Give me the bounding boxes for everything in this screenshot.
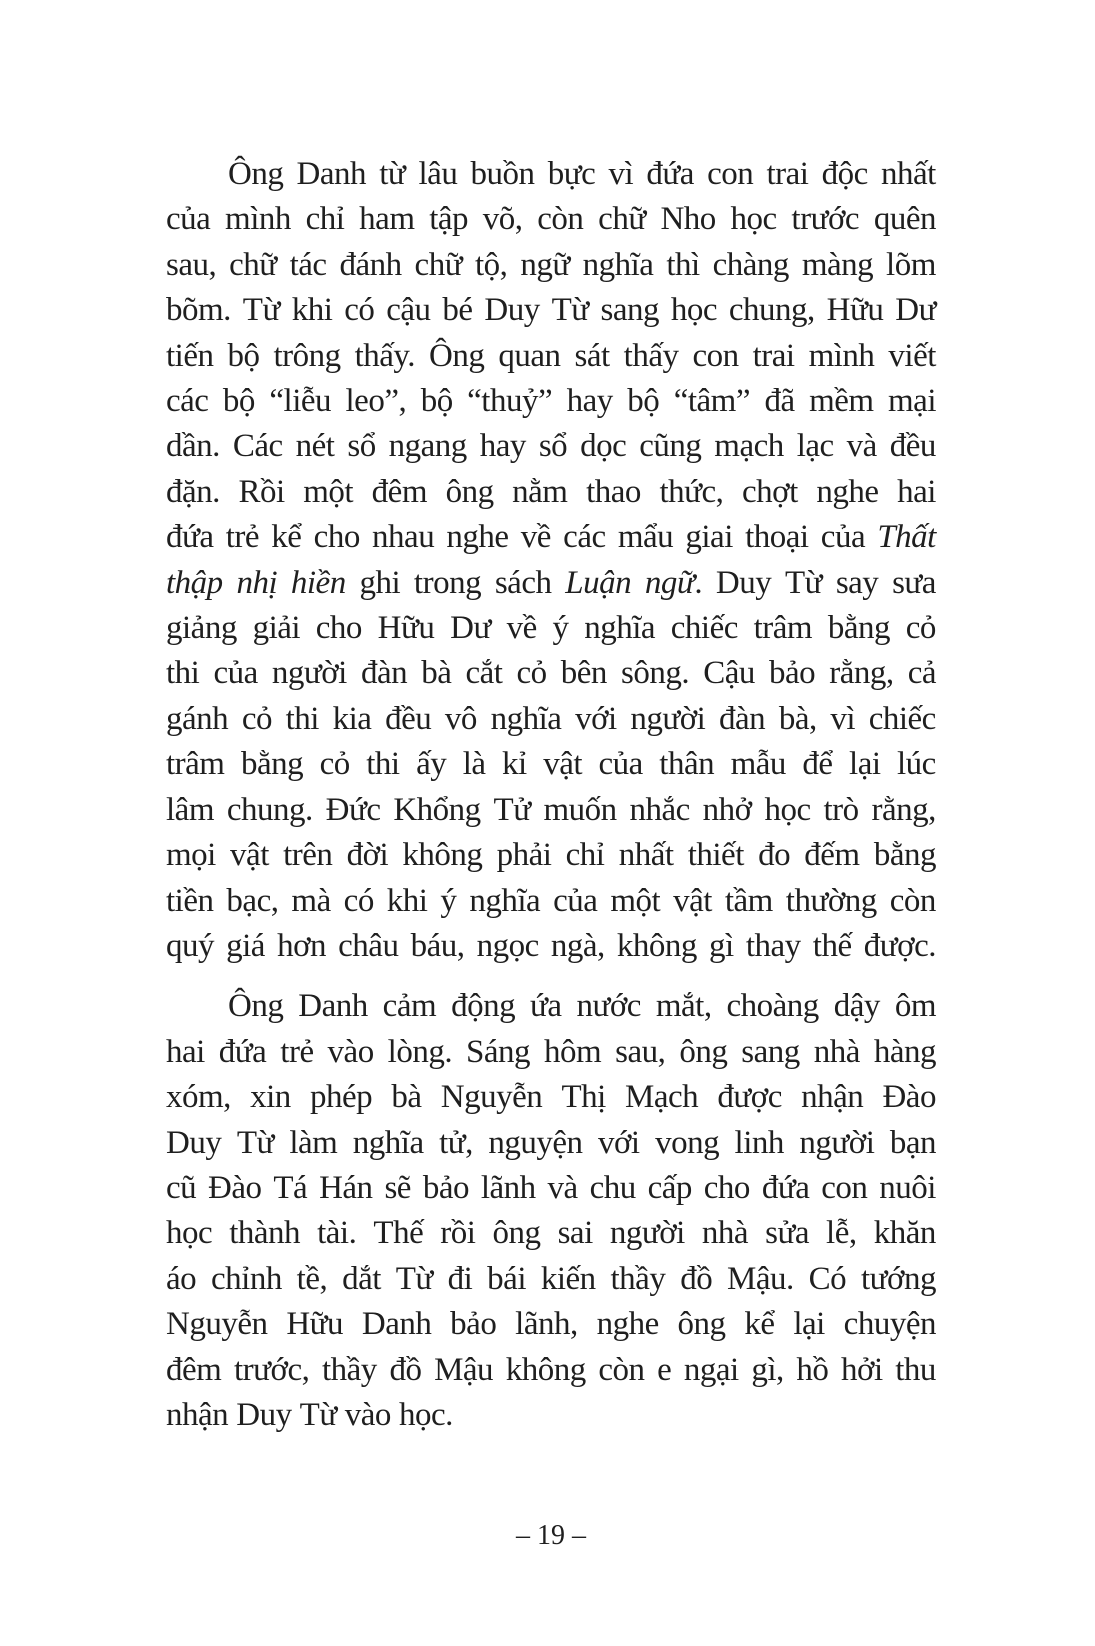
page-number: – 19 – (516, 1520, 586, 1551)
text-line: thập nhị hiền ghi trong sách Luận ngữ. Duy Từ say sưa (166, 564, 936, 601)
text-line: của mình chỉ ham tập võ, còn chữ Nho học trước quên (166, 201, 936, 238)
text-line: nhận Duy Từ vào học. (166, 1396, 453, 1433)
text-line: trâm bằng cỏ thi ấy là kỉ vật của thân mẫu để lại lúc (166, 746, 936, 783)
text-line: dần. Các nét sổ ngang hay sổ dọc cũng mạch lạc và đều (166, 428, 936, 465)
text-line: giảng giải cho Hữu Dư về ý nghĩa chiếc trâm bằng cỏ (166, 610, 936, 647)
paragraph-1 (166, 152, 936, 969)
text-line: cũ Đào Tá Hán sẽ bảo lãnh và chu cấp cho đứa con nuôi (166, 1169, 936, 1206)
text-line: học thành tài. Thế rồi ông sai người nhà sửa lễ, khăn (166, 1215, 936, 1252)
text-line: các bộ “liễu leo”, bộ “thuỷ” hay bộ “tâm” đã mềm mại (166, 383, 936, 420)
text-line: đặn. Rồi một đêm ông nằm thao thức, chợt nghe hai (166, 473, 936, 510)
text-line: mọi vật trên đời không phải chỉ nhất thiết đo đếm bằng (166, 837, 936, 874)
body-text (166, 152, 936, 1438)
text-line: quý giá hơn châu báu, ngọc ngà, không gì thay thế được. (166, 927, 936, 964)
text-line: sau, chữ tác đánh chữ tộ, ngữ nghĩa thì chàng màng lõm (166, 246, 936, 283)
text-line: lâm chung. Đức Khổng Tử muốn nhắc nhở học trò rằng, (166, 791, 936, 828)
text-line: hai đứa trẻ vào lòng. Sáng hôm sau, ông sang nhà hàng (166, 1033, 936, 1070)
text-line: Nguyễn Hữu Danh bảo lãnh, nghe ông kể lại chuyện (166, 1306, 936, 1343)
text-line: Ông Danh cảm động ứa nước mắt, choàng dậy ôm (228, 988, 936, 1025)
text-line: đêm trước, thầy đồ Mậu không còn e ngại gì, hồ hởi thu (166, 1351, 936, 1388)
text-line: xóm, xin phép bà Nguyễn Thị Mạch được nhận Đào (166, 1079, 936, 1116)
text-line: áo chỉnh tề, dắt Từ đi bái kiến thầy đồ Mậu. Có tướng (166, 1260, 936, 1297)
text-line: tiến bộ trông thấy. Ông quan sát thấy con trai mình viết (166, 337, 936, 374)
text-line: tiền bạc, mà có khi ý nghĩa của một vật tầm thường còn (166, 882, 936, 919)
paragraph-2 (166, 984, 936, 1438)
text-line: thi của người đàn bà cắt cỏ bên sông. Cậu bảo rằng, cả (166, 655, 936, 692)
text-line: đứa trẻ kể cho nhau nghe về các mẩu giai thoại của Thất (166, 519, 936, 556)
text-line: Duy Từ làm nghĩa tử, nguyện với vong linh người bạn (166, 1124, 936, 1161)
text-line: gánh cỏ thi kia đều vô nghĩa với người đàn bà, vì chiếc (166, 700, 936, 737)
text-line: bõm. Từ khi có cậu bé Duy Từ sang học chung, Hữu Dư (166, 292, 936, 329)
text-line: Ông Danh từ lâu buồn bực vì đứa con trai độc nhất (228, 156, 936, 192)
